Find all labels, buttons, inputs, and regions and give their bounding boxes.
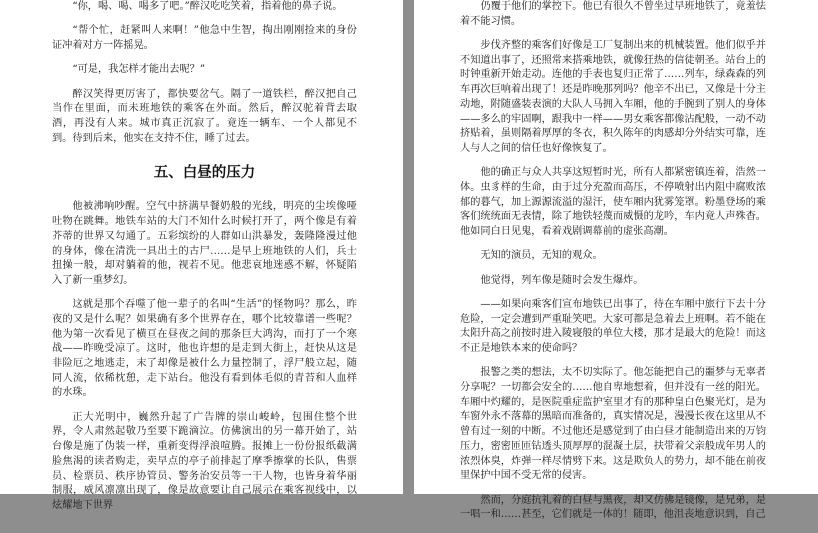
section-heading: 五、白昼的压力 (153, 164, 256, 182)
paragraph: 步伐齐整的乘客们好像是工厂复制出来的机械装置。他们似乎并不知道出事了，还照常来搭乘地铁，就像狂热的信徒朝圣。站台上的时钟重新开始走动。连他的手表也复归正常了……列车，绿森森的列车再次巨响着出现了！还是昨晚那列吗？他辛不出已，又像是十分主动地，附随盛装表演的大队人马拥入车厢，他的手腕到了别人的身体——多么的牢固啊，跟我中一样——男女乘客都像沾配般，一动不动挤贴着，虽则隔着厚厚的冬衣，积久陈年的肉感却分外结实可靠，连人与人之间的信任也好像恢复了。 (460, 40, 766, 154)
paragraph: “可是，我怎样才能出去呢？” (72, 64, 206, 76)
paragraph: 他被沸响吵醒。空气中挤满早餐奶般的光线，明亮的尘埃像哑吐物在跳舞。地铁车站的大门不知什么时候打开了，两个像是有着芥蒂的世界又勾通了。五彩缤纷的人群如山洪暴发，轰隆隆漫过他的身体，像在清洗一具出土的古尸……是早上班地铁的人们，兵士扭操一般，却对躺着的他，视若不见。他悲哀地迷惑不解，怀疑陷入了新一重梦幻。 (52, 201, 357, 286)
paragraph: 这就是那个吞噬了他一辈子的名叫“生活”的怪物吗？那么，昨夜的又是什么呢？如果确有多个世界存在，哪个比较靠谱一些呢？他为第一次看见了横亘在昼夜之间的那条巨大鸿沟，而打了一个寒战——昨晚受凉了。这时，他也许想的是走到大街上，赶快从这是非险厄之地逃走，末了却像是被什么力量控制了，浮尸般立起，随同人流，依稀枕憩，走下站台。他没有看到体毛似的青苔和人血样的水珠。 (52, 299, 357, 399)
paragraph: 他的确正与众人共享这短暂时光，所有人都紧密镇连着，浩然一体。虫豸样的生命，由于过分充盈而高压，不停喷射出内阻中腐败浓郁的暮气，加上源源流溢的湿汗，使车厢内犹雾笼罩。粉墨登场的乘客们统统面无表情，除了地铁轻蔑而威慑的龙吟，车内竟人声殊杳。他如同白日见鬼，看着戏剧调幕前的虚张高潮。 (460, 167, 766, 238)
paragraph: 然而，分庭抗礼着的白昼与黑夜，却又仿佛是镜像，是兄弟，是一唱一和……甚至，它们就是一体的！随即，他沮丧地意识到，自己 (460, 494, 766, 521)
paragraph: 醉汉笑得更厉害了，都快要岔气。隔了一道铁栏，醉汉把自己当作在里面，而未班地铁的乘客在外面。然后，醉汉驼着背去取酒，再没有人来。城市真正沉寂了。竟连一辆车、一个人都见不到。待到后来，他实在支持不住，睡了过去。 (52, 88, 357, 144)
paragraph: 报警之类的想法，太不切实际了。他怎能把自己的噩梦与无辜者分享呢？一切都会安全的……他自卑地想着，但并没有一丝的阳光。车厢中灼耀的，是医院重症监护室里才有的那种皇白色聚光灯，是为车窗外永不落幕的黑暗而准备的，真实情况是，漫漫长夜在这里从不曾有过一刻的中断。不过他还是感觉到了由白昼才能制造出来的万钧压力，密密匝匝钻透头顶厚厚的混凝土层，扶带着父亲般成年男人的浓烈体臭，炸弹一样尽情劈下来。这是欺负人的势力，却不能在前夜里保护中国不受无常的侵害。 (460, 367, 766, 482)
right-text-column (460, 0, 766, 533)
right-page (414, 0, 818, 521)
paragraph: 他觉得，列车像是随时会发生爆炸。 (480, 274, 644, 286)
page-gutter (403, 0, 414, 494)
paragraph: 正大光明中，巍然升起了广告牌的崇山峻岭，包围住整个世界，令人肃然起敬乃至要下跪滴泣。仿佛演出的另一幕开始了，站台像是施了伪装一样，重新变得浮浪喧腾。报摊上一份份报纸截满脸焦渴的读者购走，卖早点的亭子前排起了摩季擦掌的长队，售票员、检票员、秩序协管员、警务治安员等一干人物，也皆身着华丽制服，威风凛凛出现了，像是故意要让自己展示在乘客视线中，以炫耀地下世界 (52, 411, 357, 511)
paragraph: ——如果向乘客们宣布地铁已出事了，待在车厢中旅行下去十分危险，一定会遭到严重耻笑吧。大家可都是急着去上班啊。若不能在太阳升高之前按时进入陵寝般的单位大楼，那才是最大的危险！而这不正是地铁本来的使命吗？ (460, 298, 766, 355)
paragraph: 无知的演员，无知的观众。 (480, 250, 603, 262)
paragraph: 仍覆于他们的掌控下。他已有很久不曾坐过早班地铁了，竟羞怯着不能习惯。 (460, 1, 766, 27)
left-text-column (52, 0, 357, 523)
left-page (0, 0, 403, 511)
paragraph: “你，喝、喝、喝多了吧。”醉汉吃吃笑着，指着他的鼻子说。 (72, 1, 343, 12)
paragraph: “帮个忙，赶紧叫人来啊！”他急中生智，掏出刚刚捡来的身份证冲着对方一阵摇晃。 (52, 25, 357, 51)
